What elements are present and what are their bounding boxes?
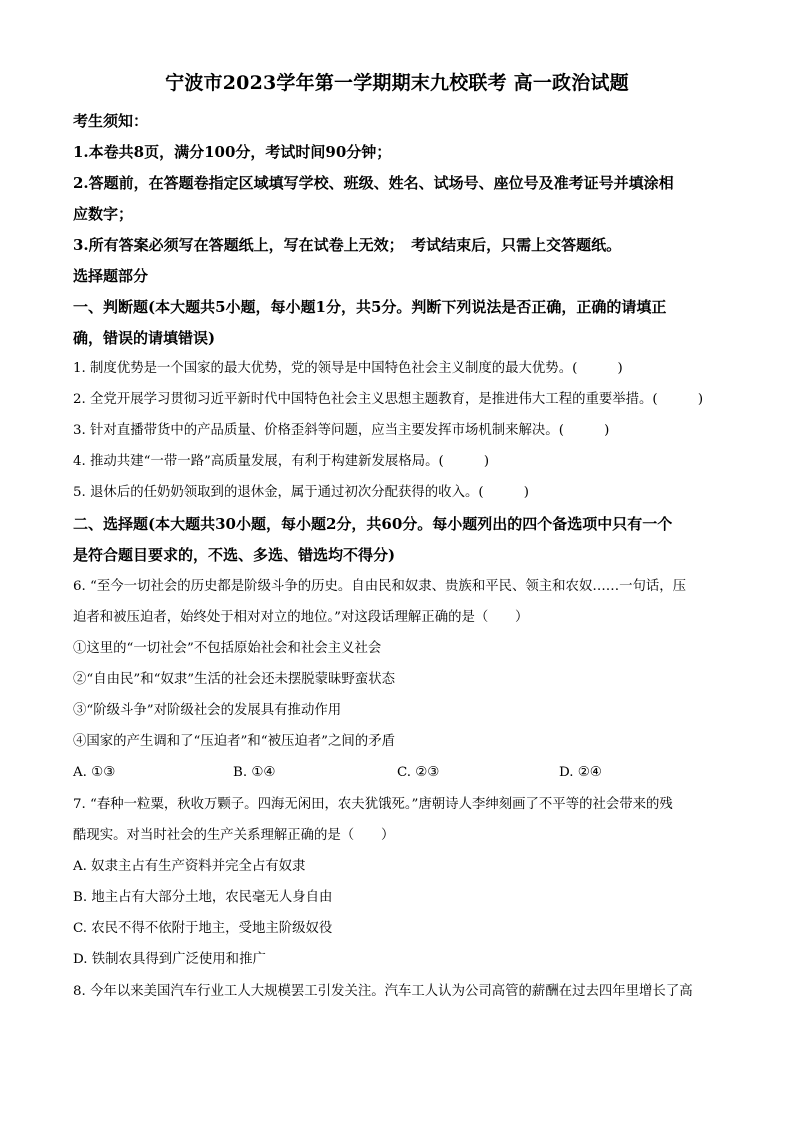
q6-statement-3: ③“阶级斗争”对阶级社会的发展具有推动作用 (73, 703, 342, 718)
q6-statement-2: ②“自由民”和“奴隶”生活的社会还未摆脱蒙昧野蛮状态 (73, 672, 395, 687)
q7-option-b: B. 地主占有大部分土地，农民毫无人身自由 (73, 890, 333, 905)
q6-option-d: D. ②④ (559, 765, 602, 780)
q6-statement-4: ④国家的产生调和了“压迫者”和“被压迫者”之间的矛盾 (73, 734, 395, 749)
section-label: 选择题部分 (73, 267, 149, 285)
q8-stem-line1: 8. 今年以来美国汽车行业工人大规模罢工引发关注。汽车工人认为公司高管的薪酬在过去四年里增长了高 (73, 984, 693, 999)
judge-question-2: 2. 全党开展学习贯彻习近平新时代中国特色社会主义思想主题教育，是推进伟大工程的重要举措。( ) (73, 392, 704, 407)
q6-option-c: C. ②③ (397, 765, 440, 780)
judge-question-3: 3. 针对直播带货中的产品质量、价格歪斜等问题，应当主要发挥市场机制来解决。( ) (73, 423, 610, 438)
q7-stem-line1: 7. “春种一粒粟，秋收万颗子。四海无闲田，农夫犹饿死。”唐朝诗人李绅刻画了不平等的社会带来的残 (73, 797, 673, 812)
q6-stem-line1: 6. “至今一切社会的历史都是阶级斗争的历史。自由民和奴隶、贵族和平民、领主和农奴……一句话，压 (73, 579, 687, 594)
q7-option-a: A. 奴隶主占有生产资料并完全占有奴隶 (73, 859, 306, 874)
part1-heading-line2: 确，错误的请填错误) (73, 329, 216, 347)
notice-item-1: 1.本卷共8页，满分100分，考试时间90分钟； (73, 143, 392, 161)
notice-heading: 考生须知： (73, 112, 149, 130)
notice-item-3: 3.所有答案必须写在答题纸上，写在试卷上无效； 考试结束后，只需上交答题纸。 (73, 236, 622, 254)
q7-option-d: D. 铁制农具得到广泛使用和推广 (73, 952, 266, 967)
notice-item-2-cont: 应数字； (73, 205, 134, 223)
part1-heading-line1: 一、判断题(本大题共5小题，每小题1分，共5分。判断下列说法是否正确，正确的请填正 (73, 298, 667, 316)
q6-statement-1: ①这里的“一切社会”不包括原始社会和社会主义社会 (73, 641, 382, 656)
part2-heading-line2: 是符合题目要求的，不选、多选、错选均不得分) (73, 546, 396, 564)
page-title: 宁波市2023学年第一学期期末九校联考 高一政治试题 (165, 72, 629, 94)
q7-stem-line2: 酷现实。对当时社会的生产关系理解正确的是（ ） (73, 828, 395, 843)
judge-question-1: 1. 制度优势是一个国家的最大优势，党的领导是中国特色社会主义制度的最大优势。( ) (73, 361, 623, 376)
q6-stem-line2: 迫者和被压迫者，始终处于相对对立的地位。”对这段话理解正确的是（ ） (73, 610, 529, 625)
q6-option-a: A. ①③ (73, 765, 116, 780)
judge-question-4: 4. 推动共建“一带一路”高质量发展，有利于构建新发展格局。( ) (73, 454, 490, 469)
judge-question-5: 5. 退休后的任奶奶领取到的退休金，属于通过初次分配获得的收入。( ) (73, 485, 529, 500)
q7-option-c: C. 农民不得不依附于地主，受地主阶级奴役 (73, 921, 333, 936)
q6-option-b: B. ①④ (233, 765, 276, 780)
notice-item-2: 2.答题前，在答题卷指定区域填写学校、班级、姓名、试场号、座位号及准考证号并填涂相 (73, 174, 674, 192)
part2-heading-line1: 二、选择题(本大题共30小题，每小题2分，共60分。每小题列出的四个备选项中只有一个 (73, 515, 673, 533)
